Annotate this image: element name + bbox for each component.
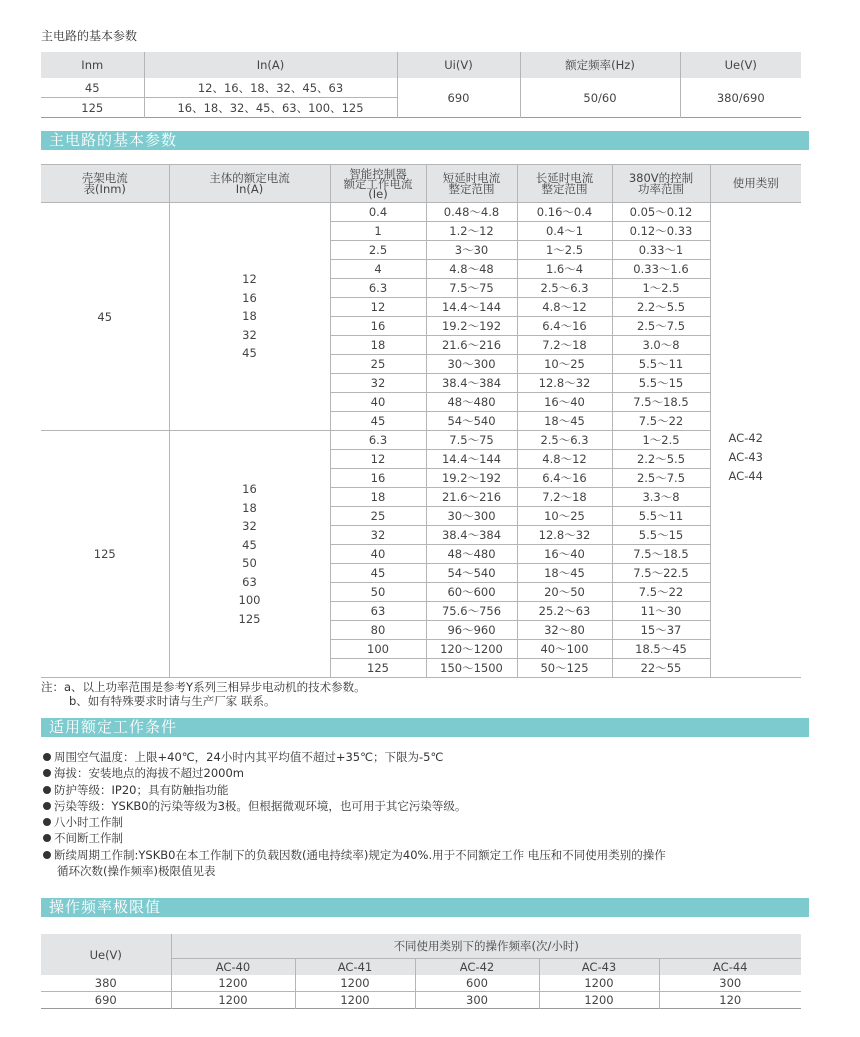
conditions-list (43, 749, 803, 879)
long-delay-cell: 4.8～12 (517, 298, 612, 317)
long-delay-cell: 2.5～6.3 (517, 431, 612, 450)
ue-cell: 380/690 (680, 78, 801, 118)
power-range-cell: 7.5～18.5 (612, 393, 710, 412)
power-range-cell: 3.0～8 (612, 336, 710, 355)
power-range-cell: 2.2～5.5 (612, 450, 710, 469)
header-freq: 额定频率(Hz) (520, 52, 680, 78)
power-range-cell: 0.12～0.33 (612, 222, 710, 241)
freq-cell: 1200 (539, 992, 659, 1009)
header-frequency-group: 不同使用类别下的操作频率(次/小时) (171, 934, 801, 959)
main-current-value: 32 (242, 327, 257, 342)
long-delay-cell: 7.2～18 (517, 488, 612, 507)
ui-cell: 690 (397, 78, 520, 118)
header-ac43: AC-43 (539, 959, 659, 976)
short-delay-cell: 14.4～144 (426, 450, 517, 469)
section-title-frequency: 操作频率极限值 (41, 898, 809, 917)
controller-current-cell: 6.3 (330, 279, 426, 298)
table-row (41, 975, 801, 992)
list-item: 断续周期工作制:YSKB0在本工作制下的负载因数(通电持续率)规定为40%.用于不同额定工作 电压和不同使用类别的操作 (43, 847, 803, 863)
power-range-cell: 2.5～7.5 (612, 469, 710, 488)
long-delay-cell: 18～45 (517, 412, 612, 431)
long-delay-cell: 7.2～18 (517, 336, 612, 355)
short-delay-cell: 3～30 (426, 241, 517, 260)
top-caption: 主电路的基本参数 (41, 29, 138, 43)
controller-current-cell: 1 (330, 222, 426, 241)
power-range-cell: 22～55 (612, 659, 710, 678)
freq-cell: 1200 (295, 992, 415, 1009)
main-current-value: 45 (242, 346, 257, 361)
power-range-cell: 2.5～7.5 (612, 317, 710, 336)
controller-current-cell: 40 (330, 545, 426, 564)
controller-current-cell: 125 (330, 659, 426, 678)
short-delay-cell: 48～480 (426, 393, 517, 412)
controller-current-cell: 4 (330, 260, 426, 279)
ue-cell: 380 (94, 976, 117, 990)
header-short-delay: 短延时电流 整定范围 (426, 165, 517, 203)
category-cell (710, 203, 801, 678)
main-current-list-cell (169, 431, 330, 678)
long-delay-cell: 10～25 (517, 507, 612, 526)
header-in: In(A) (144, 52, 397, 78)
controller-current-cell: 32 (330, 526, 426, 545)
controller-current-cell: 25 (330, 355, 426, 374)
controller-current-cell: 2.5 (330, 241, 426, 260)
controller-current-cell: 16 (330, 317, 426, 336)
header-ac42: AC-42 (415, 959, 539, 976)
short-delay-cell: 19.2～192 (426, 469, 517, 488)
short-delay-cell: 54～540 (426, 564, 517, 583)
note-a: 注：a、以上功率范围是参考Y系列三相异步电动机的技术参数。 (41, 680, 366, 694)
bullet-icon (43, 818, 51, 826)
table-row (41, 992, 801, 1009)
frequency-table (41, 934, 801, 1009)
long-delay-cell: 25.2～63 (517, 602, 612, 621)
header-ue: Ue(V) (680, 52, 801, 78)
long-delay-cell: 0.16～0.4 (517, 203, 612, 222)
header-ui: Ui(V) (397, 52, 520, 78)
power-range-cell: 7.5～22 (612, 583, 710, 602)
long-delay-cell: 16～40 (517, 545, 612, 564)
bullet-icon (43, 802, 51, 810)
freq-cell: 1200 (295, 975, 415, 992)
category-value: AC-42 (728, 431, 763, 445)
short-delay-cell: 48～480 (426, 545, 517, 564)
list-item: 污染等级：YSKB0的污染等级为3极。但根据微观环境，也可用于其它污染等级。 (43, 798, 803, 814)
main-current-value: 16 (242, 482, 257, 496)
freq-cell: 300 (659, 975, 801, 992)
controller-current-cell: 45 (330, 564, 426, 583)
short-delay-cell: 30～300 (426, 507, 517, 526)
header-main-current: 主体的额定电流 In(A) (169, 165, 330, 203)
bullet-icon (43, 851, 51, 859)
power-range-cell: 5.5～11 (612, 355, 710, 374)
long-delay-cell: 12.8～32 (517, 374, 612, 393)
long-delay-cell: 40～100 (517, 640, 612, 659)
header-ac40: AC-40 (171, 959, 295, 976)
freq-cell: 1200 (171, 992, 295, 1009)
power-range-cell: 15～37 (612, 621, 710, 640)
power-range-cell: 1～2.5 (612, 431, 710, 450)
power-range-cell: 18.5～45 (612, 640, 710, 659)
long-delay-cell: 16～40 (517, 393, 612, 412)
long-delay-cell: 1～2.5 (517, 241, 612, 260)
long-delay-cell: 32～80 (517, 621, 612, 640)
main-current-value: 125 (238, 611, 261, 626)
short-delay-cell: 38.4～384 (426, 526, 517, 545)
long-delay-cell: 6.4～16 (517, 317, 612, 336)
frame-current-cell: 125 (41, 431, 169, 678)
long-delay-cell: 6.4～16 (517, 469, 612, 488)
main-current-value: 63 (242, 574, 257, 589)
power-range-cell: 5.5～15 (612, 374, 710, 393)
list-item: 防护等级：IP20；具有防触指功能 (43, 782, 803, 798)
notes (41, 680, 366, 708)
header-ac41: AC-41 (295, 959, 415, 976)
short-delay-cell: 150～1500 (426, 659, 517, 678)
short-delay-cell: 75.6～756 (426, 602, 517, 621)
header-power-range: 380V的控制 功率范围 (612, 165, 710, 203)
header-inm: Inm (81, 58, 104, 72)
main-current-value: 18 (242, 500, 257, 515)
main-current-value: 45 (242, 537, 257, 552)
power-range-cell: 1～2.5 (612, 279, 710, 298)
short-delay-cell: 4.8～48 (426, 260, 517, 279)
long-delay-cell: 2.5～6.3 (517, 279, 612, 298)
controller-current-cell: 45 (330, 412, 426, 431)
frame-current-cell: 45 (41, 203, 169, 431)
main-current-list-cell (169, 203, 330, 431)
controller-current-cell: 80 (330, 621, 426, 640)
controller-current-cell: 40 (330, 393, 426, 412)
list-item: 八小时工作制 (43, 814, 803, 830)
power-range-cell: 7.5～22 (612, 412, 710, 431)
controller-current-cell: 6.3 (330, 431, 426, 450)
controller-current-cell: 32 (330, 374, 426, 393)
long-delay-cell: 10～25 (517, 355, 612, 374)
table-header-row (41, 52, 801, 78)
list-item: 不间断工作制 (43, 830, 803, 846)
main-current-value: 18 (242, 309, 257, 324)
header-category: 使用类别 (710, 165, 801, 203)
long-delay-cell: 50～125 (517, 659, 612, 678)
controller-current-cell: 12 (330, 298, 426, 317)
long-delay-cell: 20～50 (517, 583, 612, 602)
category-value: AC-44 (728, 469, 763, 483)
controller-current-cell: 63 (330, 602, 426, 621)
bullet-icon (43, 834, 51, 842)
table-header-row (41, 934, 801, 959)
short-delay-cell: 120～1200 (426, 640, 517, 659)
freq-cell: 120 (659, 992, 801, 1009)
long-delay-cell: 1.6～4 (517, 260, 612, 279)
table-row (41, 203, 801, 222)
long-delay-cell: 12.8～32 (517, 526, 612, 545)
short-delay-cell: 1.2～12 (426, 222, 517, 241)
main-current-value: 32 (242, 519, 257, 533)
header-ue: Ue(V) (89, 947, 122, 962)
short-delay-cell: 7.5～75 (426, 279, 517, 298)
list-item: 周围空气温度：上限+40℃，24小时内其平均值不超过+35℃；下限为-5℃ (43, 749, 803, 765)
freq-cell: 600 (415, 975, 539, 992)
power-range-cell: 2.2～5.5 (612, 298, 710, 317)
short-delay-cell: 21.6～216 (426, 336, 517, 355)
ue-cell: 690 (41, 992, 171, 1009)
header-frame-current: 壳架电流 表(Inm) (41, 165, 169, 203)
main-current-value: 16 (242, 290, 257, 305)
short-delay-cell: 60～600 (426, 583, 517, 602)
controller-current-cell: 0.4 (330, 203, 426, 222)
long-delay-cell: 18～45 (517, 564, 612, 583)
controller-current-cell: 18 (330, 336, 426, 355)
power-range-cell: 0.33～1.6 (612, 260, 710, 279)
short-delay-cell: 30～300 (426, 355, 517, 374)
note-b: b、如有特殊要求时请与生产厂家 联系。 (69, 694, 276, 708)
power-range-cell: 7.5～22.5 (612, 564, 710, 583)
short-delay-cell: 96～960 (426, 621, 517, 640)
bullet-icon (43, 786, 51, 794)
table-row (41, 431, 801, 450)
bullet-icon (43, 753, 51, 761)
long-delay-cell: 0.4～1 (517, 222, 612, 241)
short-delay-cell: 19.2～192 (426, 317, 517, 336)
short-delay-cell: 7.5～75 (426, 431, 517, 450)
inm-cell: 45 (41, 78, 144, 98)
in-cell: 16、18、32、45、63、100、125 (144, 98, 397, 118)
power-range-cell: 0.05～0.12 (612, 203, 710, 222)
table-header-row (41, 165, 801, 203)
short-delay-cell: 21.6～216 (426, 488, 517, 507)
inm-cell: 125 (81, 100, 104, 115)
freq-cell: 1200 (539, 975, 659, 992)
section-title-conditions: 适用额定工作条件 (41, 718, 809, 737)
rating-table (41, 164, 801, 678)
power-range-cell: 3.3～8 (612, 488, 710, 507)
short-delay-cell: 54～540 (426, 412, 517, 431)
header-controller-current: 智能控制器 额定工作电流 (Ie) (330, 165, 426, 203)
short-delay-cell: 14.4～144 (426, 298, 517, 317)
power-range-cell: 5.5～11 (612, 507, 710, 526)
controller-current-cell: 16 (330, 469, 426, 488)
list-item: 海拔：安装地点的海拔不超过2000m (43, 765, 803, 781)
list-item-continuation: 循环次数(操作频率)极限值见表 (57, 864, 216, 879)
main-current-value: 100 (238, 593, 261, 607)
short-delay-cell: 38.4～384 (426, 374, 517, 393)
basic-params-table (41, 52, 801, 118)
freq-cell: 1200 (171, 975, 295, 992)
header-long-delay: 长延时电流 整定范围 (517, 165, 612, 203)
section-title-main-params: 主电路的基本参数 (41, 131, 809, 150)
power-range-cell: 7.5～18.5 (612, 545, 710, 564)
main-current-value: 50 (242, 556, 257, 570)
controller-current-cell: 12 (330, 450, 426, 469)
long-delay-cell: 4.8～12 (517, 450, 612, 469)
power-range-cell: 0.33～1 (612, 241, 710, 260)
table-row (41, 78, 801, 98)
header-ac44: AC-44 (659, 959, 801, 976)
main-current-value: 12 (242, 272, 257, 287)
controller-current-cell: 100 (330, 640, 426, 659)
power-range-cell: 5.5～15 (612, 526, 710, 545)
freq-cell: 50/60 (520, 78, 680, 118)
controller-current-cell: 18 (330, 488, 426, 507)
in-cell: 12、16、18、32、45、63 (144, 78, 397, 98)
freq-cell: 300 (415, 992, 539, 1009)
controller-current-cell: 50 (330, 583, 426, 602)
controller-current-cell: 25 (330, 507, 426, 526)
short-delay-cell: 0.48～4.8 (426, 203, 517, 222)
bullet-icon (43, 769, 51, 777)
category-value: AC-43 (728, 450, 763, 464)
power-range-cell: 11～30 (612, 602, 710, 621)
